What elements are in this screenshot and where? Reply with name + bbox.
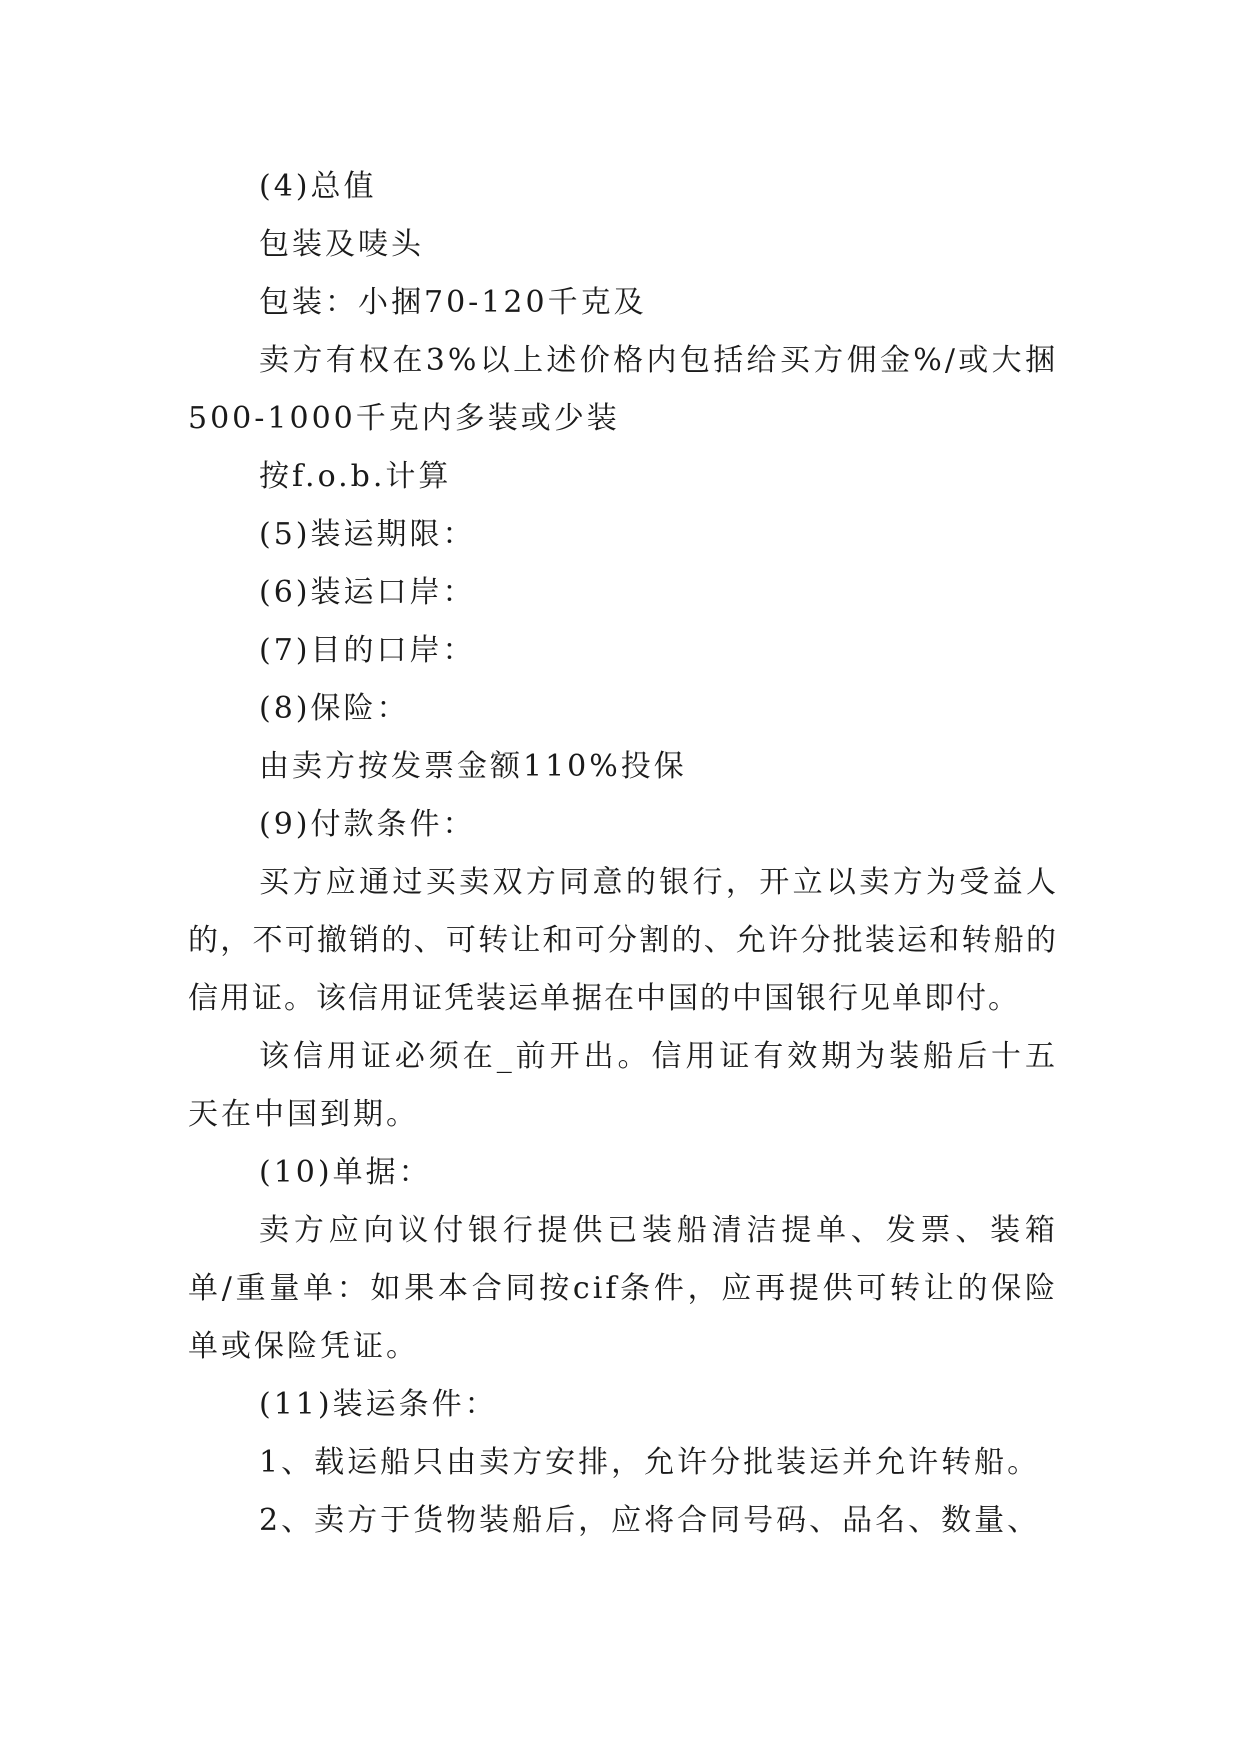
paragraph-shipping-term-1: 1、载运船只由卖方安排，允许分批装运并允许转船。 xyxy=(259,1445,1041,1480)
paragraph-letter-of-credit: 买方应通过买卖双方同意的银行，开立以卖方为受益人的，不可撤销的、可转让和可分割的、允许分批装运和转船的信用证。该信用证凭装运单据在中国的中国银行见单即付。 xyxy=(188,865,1058,1016)
paragraph-packing-heading: 包装及唛头 xyxy=(259,227,424,262)
paragraph-payment-terms: (9)付款条件： xyxy=(259,807,476,842)
paragraph-shipment-period: (5)装运期限： xyxy=(259,517,476,552)
paragraph-documents-detail: 卖方应向议付银行提供已装船清洁提单、发票、装箱单/重量单：如果本合同按cif条件，应再提供可转让的保险单或保险凭证。 xyxy=(188,1213,1058,1364)
paragraph-packing-small-bundle: 包装：小捆70-120千克及 xyxy=(259,285,647,320)
paragraph-seller-option: 卖方有权在3%以上述价格内包括给买方佣金%/或大捆500-1000千克内多装或少装 xyxy=(188,343,1058,436)
paragraph-port-of-loading: (6)装运口岸： xyxy=(259,575,476,610)
paragraph-insurance: (8)保险： xyxy=(259,691,410,726)
paragraph-port-of-destination: (7)目的口岸： xyxy=(259,633,476,668)
paragraph-insurance-detail: 由卖方按发票金额110%投保 xyxy=(259,749,687,784)
paragraph-lc-validity: 该信用证必须在_前开出。信用证有效期为装船后十五天在中国到期。 xyxy=(188,1039,1058,1132)
paragraph-documents: (10)单据： xyxy=(259,1155,432,1190)
paragraph-total-value: (4)总值 xyxy=(259,169,377,204)
paragraph-shipping-term-2: 2、卖方于货物装船后，应将合同号码、品名、数量、 xyxy=(259,1503,1041,1538)
paragraph-shipping-terms: (11)装运条件： xyxy=(259,1387,498,1422)
document-body xyxy=(188,158,1058,1550)
paragraph-fob: 按f.o.b.计算 xyxy=(259,459,452,494)
